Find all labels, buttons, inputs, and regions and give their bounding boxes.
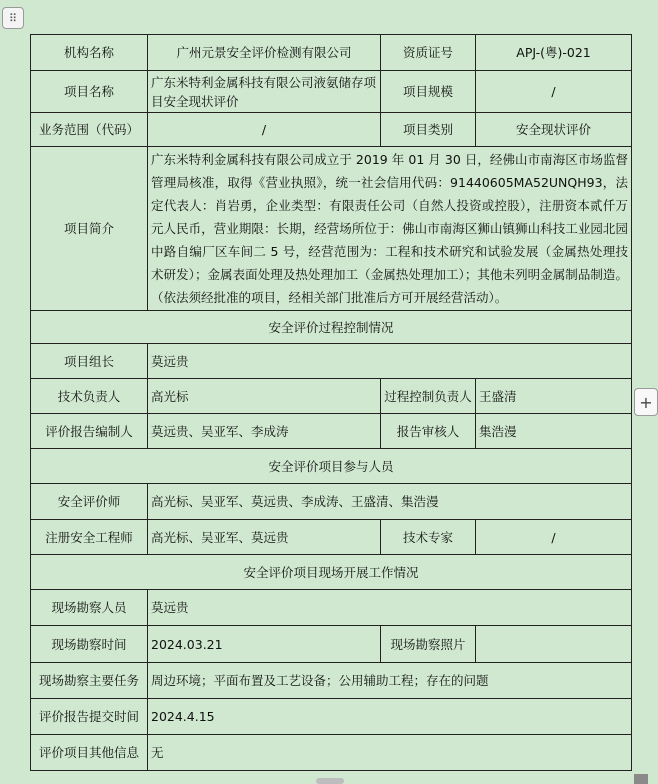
org-value: 广州元景安全评价检测有限公司 (148, 35, 381, 71)
scale-label: 项目规模 (381, 71, 476, 113)
table-row (31, 449, 632, 484)
table-drag-handle-icon[interactable]: ⠿ (2, 7, 24, 29)
reviewer-value: 集浩漫 (476, 414, 632, 449)
table-row (31, 35, 632, 71)
table-row (31, 113, 632, 147)
intro-label: 项目简介 (31, 147, 148, 311)
expert-label: 技术专家 (381, 520, 476, 555)
other-info-label: 评价项目其他信息 (31, 735, 148, 771)
team-leader-value: 莫远贵 (148, 344, 632, 379)
report-author-label: 评价报告编制人 (31, 414, 148, 449)
survey-photo-label: 现场勘察照片 (381, 626, 476, 663)
cert-value: APJ-(粤)-021 (476, 35, 632, 71)
table-row (31, 520, 632, 555)
survey-tasks-value: 周边环境；平面布置及工艺设备；公用辅助工程；存在的问题 (148, 663, 632, 699)
survey-time-value: 2024.03.21 (148, 626, 381, 663)
org-label: 机构名称 (31, 35, 148, 71)
table-row (31, 344, 632, 379)
business-scope-value: / (148, 113, 381, 147)
survey-time-label: 现场勘察时间 (31, 626, 148, 663)
submit-time-label: 评价报告提交时间 (31, 699, 148, 735)
expert-value: / (476, 520, 632, 555)
horizontal-scrollbar[interactable] (316, 778, 344, 784)
section-process-title: 安全评价过程控制情况 (31, 311, 632, 344)
intro-value: 广东米特利金属科技有限公司成立于 2019 年 01 月 30 日，经佛山市南海区市场监督管理局核准，取得《营业执照》，统一社会信用代码：91440605MA52UNQH93，法定代表人：肖岩勇，企业类型：有限责任公司（自然人投资或控股），注册资本贰仟万元人民币，营业期限：长期，经营场所位于：佛山市南海区狮山镇狮山科技工业园北园中路自编厂区车间二 5 号，经营范围为：工程和技术研究和试验发展（金属热处理技术研发）；金属表面处理及热处理加工（金属热处理加工）；其他未列明金属制品制造。（依法须经批准的项目，经相关部门批准后方可开展经营活动）。 (148, 147, 632, 311)
tech-lead-value: 高光标 (148, 379, 381, 414)
scale-value: / (476, 71, 632, 113)
team-leader-label: 项目组长 (31, 344, 148, 379)
tech-lead-label: 技术负责人 (31, 379, 148, 414)
add-column-icon[interactable]: + (634, 388, 658, 416)
project-name-label: 项目名称 (31, 71, 148, 113)
section-participants-title: 安全评价项目参与人员 (31, 449, 632, 484)
section-site-title: 安全评价项目现场开展工作情况 (31, 555, 632, 590)
process-lead-value: 王盛清 (476, 379, 632, 414)
surveyor-value: 莫远贵 (148, 590, 632, 626)
table-row (31, 311, 632, 344)
table-row (31, 626, 632, 663)
other-info-value: 无 (148, 735, 632, 771)
cert-label: 资质证号 (381, 35, 476, 71)
table-row (31, 379, 632, 414)
table-row (31, 414, 632, 449)
evaluation-info-table (30, 34, 632, 771)
surveyor-label: 现场勘察人员 (31, 590, 148, 626)
evaluators-label: 安全评价师 (31, 484, 148, 520)
reviewer-label: 报告审核人 (381, 414, 476, 449)
submit-time-value: 2024.4.15 (148, 699, 632, 735)
table-row (31, 71, 632, 113)
table-row (31, 663, 632, 699)
project-name-value: 广东米特利金属科技有限公司液氨储存项目安全现状评价 (148, 71, 381, 113)
report-author-value: 莫远贵、吴亚军、李成涛 (148, 414, 381, 449)
engineers-value: 高光标、吴亚军、莫远贵 (148, 520, 381, 555)
table-row (31, 590, 632, 626)
engineers-label: 注册安全工程师 (31, 520, 148, 555)
table-row (31, 147, 632, 311)
table-row (31, 699, 632, 735)
table-row (31, 555, 632, 590)
survey-tasks-label: 现场勘察主要任务 (31, 663, 148, 699)
process-lead-label: 过程控制负责人 (381, 379, 476, 414)
table-row (31, 735, 632, 771)
corner-resize-handle[interactable] (634, 774, 648, 784)
evaluators-value: 高光标、吴亚军、莫远贵、李成涛、王盛清、集浩漫 (148, 484, 632, 520)
business-scope-label: 业务范围（代码） (31, 113, 148, 147)
survey-photo-value (476, 626, 632, 663)
project-type-label: 项目类别 (381, 113, 476, 147)
table-row (31, 484, 632, 520)
project-type-value: 安全现状评价 (476, 113, 632, 147)
